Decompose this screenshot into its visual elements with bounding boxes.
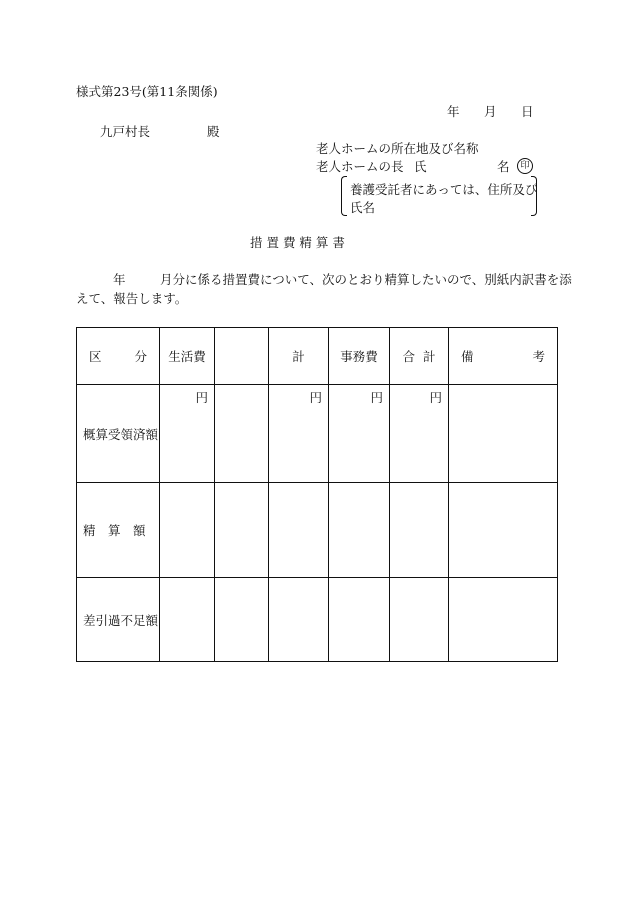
table-row [77,578,558,662]
table-header-row [77,328,558,385]
header-category [77,328,160,385]
header-admin: 事務費 [329,328,390,385]
table-cell [215,483,269,578]
body-line1: 月分に係る措置費について、次のとおり精算したいので、別紙内訳書を添 [160,272,572,287]
date-day: 日 [521,104,534,119]
addressee-name: 九戸村長 [100,124,151,139]
table-cell [160,578,215,662]
date-month: 月 [484,104,497,119]
trustee-note-line1: 養護受託者にあっては、住所及び [350,182,538,197]
header-sum-a: 合 [402,349,416,364]
header-total: 計 [269,328,329,385]
table-cell [215,578,269,662]
document-title: 措 置 費 精 算 書 [250,235,345,250]
header-remarks-a: 備 [461,349,474,364]
yen-unit: 円 [269,385,329,483]
table-cell [215,385,269,483]
home-head-label: 老人ホームの長 [316,159,404,174]
trustee-note [341,176,537,214]
addressee-honorific: 殿 [207,124,220,139]
header-blank [215,328,269,385]
row-label: 精 算 額 [77,483,160,578]
header-remarks-b: 考 [532,349,545,364]
name-mei: 名 [497,159,510,174]
row-label: 差引過不足額 [77,578,160,662]
header-sum [390,328,449,385]
yen-unit: 円 [329,385,390,483]
left-bracket [341,176,347,216]
table-cell [390,578,449,662]
table-cell [449,385,558,483]
home-location-label: 老人ホームの所在地及び名称 [316,141,479,156]
settlement-table [76,327,558,662]
header-living: 生活費 [160,328,215,385]
seal-mark: 印 [517,158,533,174]
name-shi: 氏 [414,159,427,174]
body-year: 年 [113,272,126,287]
table-row [77,483,558,578]
row-label: 概算受領済額 [77,385,160,483]
header-sum-b: 計 [422,349,436,364]
table-cell [390,483,449,578]
header-category-b: 分 [134,349,147,364]
table-cell [449,578,558,662]
yen-unit: 円 [390,385,449,483]
table-cell [449,483,558,578]
table-cell [269,483,329,578]
table-cell [160,483,215,578]
body-line2: えて、報告します。 [76,291,188,306]
table-cell [329,578,390,662]
date-year: 年 [447,104,460,119]
form-number: 様式第23号(第11条関係) [76,84,218,99]
trustee-note-line2: 氏名 [350,200,376,215]
table-row [77,385,558,483]
header-remarks [449,328,558,385]
table-cell [269,578,329,662]
yen-unit: 円 [160,385,215,483]
header-category-a: 区 [89,349,102,364]
table-cell [329,483,390,578]
